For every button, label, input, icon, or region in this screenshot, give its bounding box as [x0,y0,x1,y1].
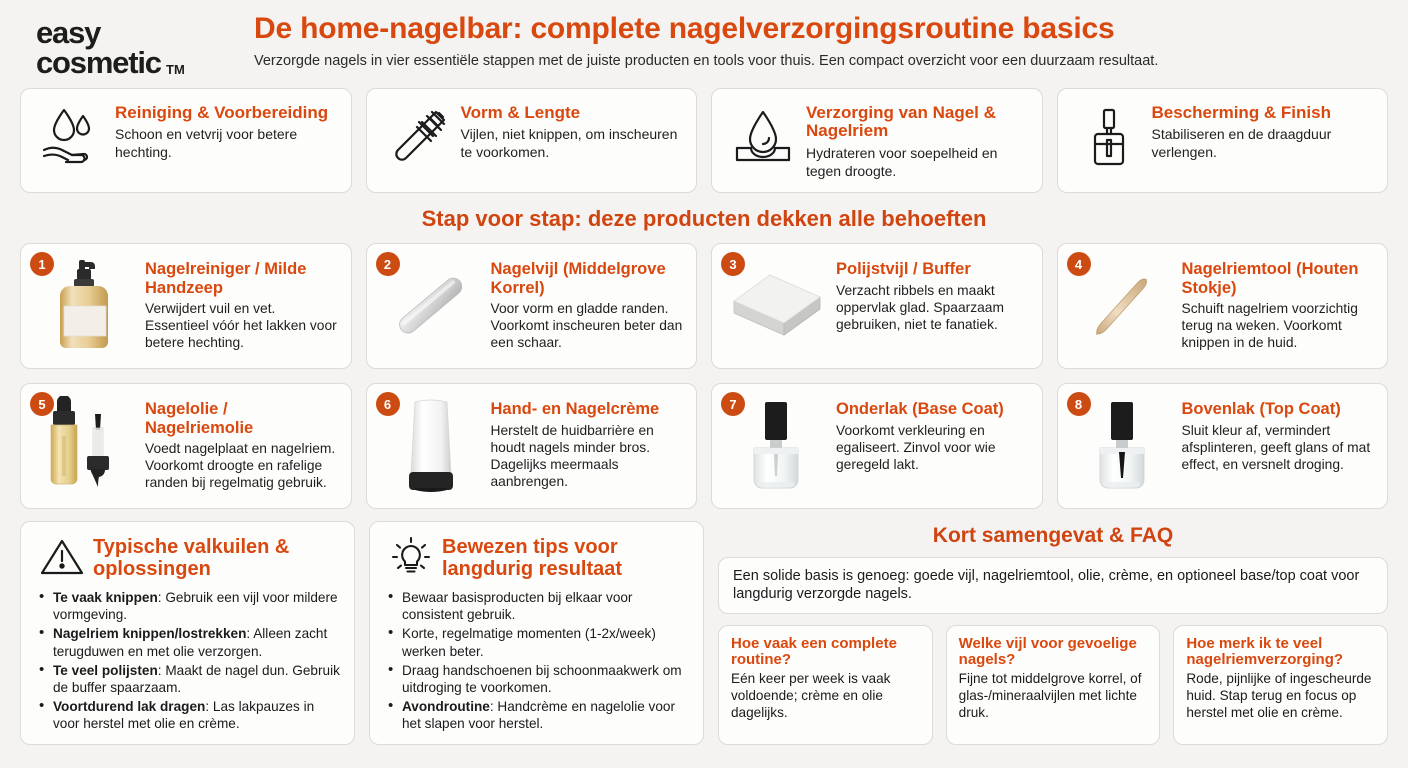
brand-logo [20,12,248,78]
list-item [384,625,689,659]
page-title: De home-nagelbar: complete nagelverzorgingsroutine basics [254,12,1115,45]
pillar-title: Vorm & Lengte [460,102,581,122]
product-number-badge: 6 [376,392,400,416]
product-desc: Schuift nagelriem voorzichtig terug na weken. Voorkomt knippen in de huid. [1181,301,1358,351]
list-item-lead: Te veel polijsten [53,662,158,678]
product-number-badge: 8 [1067,392,1091,416]
pillar-title: Reiniging & Voorbereiding [115,102,329,122]
faq-question: Welke vijl voor gevoelige nagels? [958,634,1137,669]
product-title: Nagelriemtool (Houten Stokje) [1181,260,1359,297]
pitfalls-title: Typische valkuilen & oplossingen [93,536,290,581]
product-title: Polijstvijl / Buffer [836,260,971,279]
product-title: Onderlak (Base Coat) [836,400,1004,419]
product-desc: Voor vorm en gladde randen. Voorkomt inscheuren beter dan een schaar. [490,301,683,351]
list-item-text: Korte, regelmatige momenten (1-2x/week) werken beter. [402,626,656,659]
faq-answer: Fijne tot middelgrove korrel, of glas-/mineraalvijlen met lichte druk. [958,671,1142,721]
list-item-lead: Voortdurend lak dragen [53,698,206,714]
bottom-row [20,521,1388,745]
lightbulb-icon [384,534,438,580]
pillars-row [20,88,1388,193]
list-item [35,662,340,696]
drop-on-nail-icon [726,101,800,173]
brand-line-1: easy [36,15,101,50]
list-item-text: Draag handschoenen bij schoonmaakwerk om uitdroging te voorkomen. [402,662,682,695]
pillar-card-cleaning [20,88,352,193]
faq-card[interactable] [946,625,1161,745]
list-item [384,698,689,732]
warning-triangle-icon [35,534,89,580]
nail-polish-bottle-icon [1072,101,1146,173]
product-card[interactable] [711,383,1043,509]
list-item [35,589,340,623]
page-header [20,0,1388,86]
product-title: Nagelolie / Nagelriemolie [145,400,254,437]
list-item-lead: Te vaak knippen [53,590,158,606]
faq-cards-row [718,625,1388,745]
product-number-badge: 4 [1067,252,1091,276]
product-desc: Verwijdert vuil en vet. Essentieel vóór het lakken voor betere hechting. [145,301,337,351]
pillar-card-shape [366,88,698,193]
product-desc: Voedt nagelplaat en nagelriem. Voorkomt droogte en rafelige randen bij regelmatig gebruik. [145,441,336,491]
product-number-badge: 2 [376,252,400,276]
product-desc: Verzacht ribbels en maakt oppervlak glad. Spaarzaam gebruiken, niet te fanatiek. [836,282,1004,332]
list-item-text: : Maakt de nagel dun. Gebruik de buffer spaarzaam. [53,662,340,695]
pillar-desc: Hydrateren voor soepelheid en tegen droogte. [806,145,998,179]
product-title: Nagelreiniger / Milde Handzeep [145,260,307,297]
list-item-lead: Avondroutine [402,698,490,714]
list-item-text: : Gebruik een vijl voor mildere vormgeving. [53,590,338,623]
pillar-card-protection [1057,88,1389,193]
tips-card [369,521,704,745]
list-item-text: : Las lakpauzes in voor herstel met olie en crème. [53,698,315,731]
pillar-desc: Schoon en vetvrij voor betere hechting. [115,126,298,160]
product-title: Bovenlak (Top Coat) [1181,400,1341,419]
pillar-title: Bescherming & Finish [1151,102,1331,122]
faq-answer: Rode, pijnlijke of ingescheurde huid. Stap terug en focus op herstel met olie en crème. [1186,671,1372,721]
pillar-card-care [711,88,1043,193]
products-grid [20,243,1388,509]
product-number-badge: 3 [721,252,745,276]
pillar-desc: Vijlen, niet knippen, om inscheuren te voorkomen. [460,126,678,160]
product-desc: Sluit kleur af, vermindert afsplinteren, geeft glans of mat effect, en versnelt droging. [1181,422,1371,472]
list-item-text: : Handcrème en nagelolie voor het slapen voor herstel. [402,698,675,731]
faq-question: Hoe merk ik te veel nagelriemverzorging? [1186,634,1344,669]
tips-title: Bewezen tips voor langdurig resultaat [442,536,623,581]
list-item [35,625,340,659]
pitfalls-card [20,521,355,745]
faq-answer: Eén keer per week is vaak voldoende; crème en olie dagelijks. [731,671,891,721]
pillar-desc: Stabiliseren en de draagduur verlengen. [1151,126,1332,160]
faq-question: Hoe vaak een complete routine? [731,634,897,669]
product-number-badge: 7 [721,392,745,416]
list-item [384,662,689,696]
page-subtitle: Verzorgde nagels in vier essentiële stappen met de juiste producten en tools voor thuis. Een compact overzicht voor een duurzaam resultaat. [254,52,1159,69]
brand-line-2: cosmetic [36,44,161,80]
product-desc: Herstelt de huidbarrière en houdt nagels minder bros. Dagelijks meermaals aanbrengen. [490,422,654,489]
product-number-badge: 5 [30,392,54,416]
product-desc: Voorkomt verkleuring en egaliseert. Zinvol voor wie geregeld lakt. [836,422,996,472]
list-item [35,698,340,732]
faq-card[interactable] [718,625,933,745]
list-item-text: : Alleen zacht terugduwen en met olie verzorgen. [53,626,328,659]
product-title: Hand- en Nagelcrème [490,400,660,419]
water-drop-hand-icon [35,101,109,173]
faq-summary: Een solide basis is genoeg: goede vijl, nagelriemtool, olie, crème, en optioneel base/top coat voor langdurig verzorgde nagels. [718,557,1388,614]
product-card[interactable] [20,383,352,509]
list-item [384,589,689,623]
trademark-symbol: TM [166,61,185,77]
list-item-text: Bewaar basisproducten bij elkaar voor consistent gebruik. [402,590,633,623]
product-card[interactable] [1057,383,1389,509]
products-section-title: Stap voor stap: deze producten dekken alle behoeften [421,206,987,232]
product-number-badge: 1 [30,252,54,276]
product-card[interactable] [1057,243,1389,369]
faq-section [718,521,1388,745]
pillar-title: Verzorging van Nagel & Nagelriem [806,102,996,141]
product-card[interactable] [366,383,698,509]
faq-section-title: Kort samengevat & FAQ [932,524,1174,548]
tips-list [384,580,689,732]
faq-card[interactable] [1173,625,1388,745]
list-item-lead: Nagelriem knippen/lostrekken [53,626,247,642]
product-card[interactable] [711,243,1043,369]
product-title: Nagelvijl (Middelgrove Korrel) [490,260,666,297]
pitfalls-list [35,580,340,732]
nail-file-icon [381,101,455,173]
product-card[interactable] [366,243,698,369]
product-card[interactable] [20,243,352,369]
